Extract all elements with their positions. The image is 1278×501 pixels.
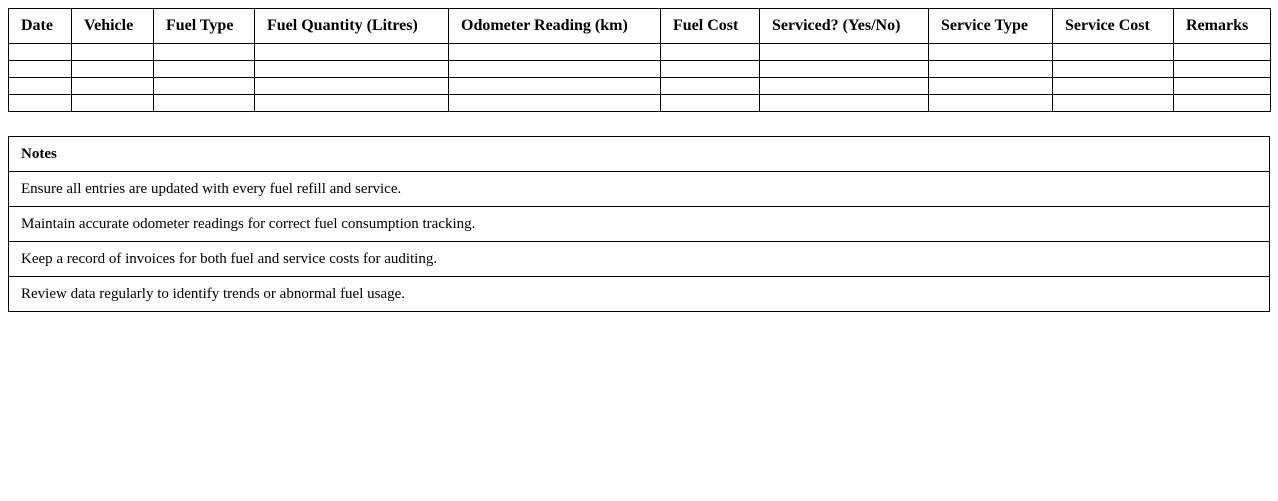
table-cell[interactable]	[661, 95, 760, 112]
column-header-serviced: Serviced? (Yes/No)	[760, 9, 929, 44]
table-cell[interactable]	[449, 95, 661, 112]
table-cell[interactable]	[154, 78, 255, 95]
note-text: Keep a record of invoices for both fuel and service costs for auditing.	[9, 242, 1270, 277]
table-cell[interactable]	[9, 78, 72, 95]
table-cell[interactable]	[9, 44, 72, 61]
note-text: Maintain accurate odometer readings for correct fuel consumption tracking.	[9, 207, 1270, 242]
list-item	[9, 207, 1270, 242]
column-header-service-type: Service Type	[929, 9, 1053, 44]
list-item	[9, 172, 1270, 207]
column-header-fuel-quantity: Fuel Quantity (Litres)	[255, 9, 449, 44]
table-cell[interactable]	[449, 44, 661, 61]
column-header-remarks: Remarks	[1174, 9, 1271, 44]
table-cell[interactable]	[9, 61, 72, 78]
notes-table	[8, 136, 1270, 312]
table-cell[interactable]	[929, 44, 1053, 61]
table-cell[interactable]	[154, 61, 255, 78]
table-cell[interactable]	[929, 95, 1053, 112]
table-cell[interactable]	[72, 44, 154, 61]
table-cell[interactable]	[661, 44, 760, 61]
table-cell[interactable]	[929, 61, 1053, 78]
table-cell[interactable]	[154, 95, 255, 112]
column-header-date: Date	[9, 9, 72, 44]
table-cell[interactable]	[1053, 78, 1174, 95]
table-cell[interactable]	[449, 61, 661, 78]
table-cell[interactable]	[72, 95, 154, 112]
table-cell[interactable]	[1174, 78, 1271, 95]
table-cell[interactable]	[72, 78, 154, 95]
table-row	[9, 61, 1271, 78]
table-cell[interactable]	[154, 44, 255, 61]
table-cell[interactable]	[255, 78, 449, 95]
table-cell[interactable]	[760, 61, 929, 78]
table-cell[interactable]	[1174, 61, 1271, 78]
table-cell[interactable]	[255, 95, 449, 112]
column-header-service-cost: Service Cost	[1053, 9, 1174, 44]
table-cell[interactable]	[255, 61, 449, 78]
table-cell[interactable]	[255, 44, 449, 61]
table-cell[interactable]	[72, 61, 154, 78]
notes-header-row	[9, 137, 1270, 172]
table-cell[interactable]	[661, 78, 760, 95]
list-item	[9, 277, 1270, 312]
table-cell[interactable]	[449, 78, 661, 95]
table-header-row	[9, 9, 1271, 44]
table-row	[9, 78, 1271, 95]
table-cell[interactable]	[1053, 44, 1174, 61]
table-cell[interactable]	[1174, 95, 1271, 112]
notes-title: Notes	[9, 137, 1270, 172]
list-item	[9, 242, 1270, 277]
table-cell[interactable]	[760, 95, 929, 112]
column-header-vehicle: Vehicle	[72, 9, 154, 44]
table-cell[interactable]	[661, 61, 760, 78]
table-cell[interactable]	[760, 44, 929, 61]
table-row	[9, 95, 1271, 112]
table-cell[interactable]	[9, 95, 72, 112]
table-cell[interactable]	[760, 78, 929, 95]
column-header-fuel-cost: Fuel Cost	[661, 9, 760, 44]
note-text: Review data regularly to identify trends or abnormal fuel usage.	[9, 277, 1270, 312]
table-cell[interactable]	[1053, 95, 1174, 112]
table-row	[9, 44, 1271, 61]
column-header-fuel-type: Fuel Type	[154, 9, 255, 44]
table-cell[interactable]	[1174, 44, 1271, 61]
column-header-odometer-reading: Odometer Reading (km)	[449, 9, 661, 44]
fuel-service-log-table	[8, 8, 1271, 112]
table-cell[interactable]	[929, 78, 1053, 95]
note-text: Ensure all entries are updated with every fuel refill and service.	[9, 172, 1270, 207]
table-cell[interactable]	[1053, 61, 1174, 78]
